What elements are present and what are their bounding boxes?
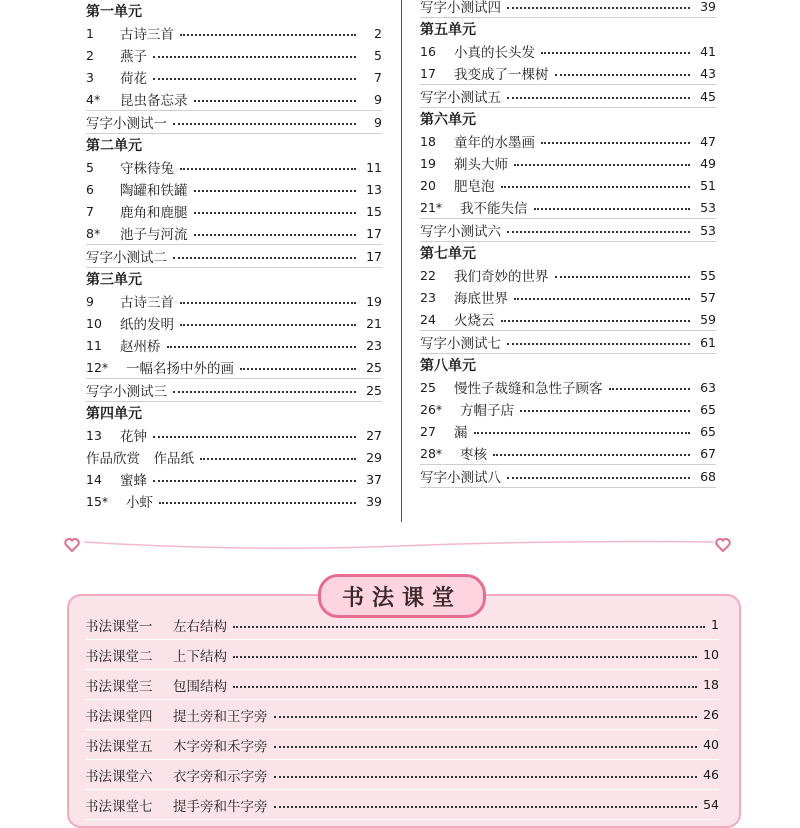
leader-dots bbox=[274, 746, 698, 748]
leader-dots bbox=[159, 502, 356, 504]
page-number: 68 bbox=[700, 468, 716, 484]
leader-dots bbox=[555, 74, 691, 76]
page-number: 54 bbox=[703, 797, 719, 812]
lesson-title: 剃头大师 bbox=[454, 157, 508, 173]
unit-title: 第四单元 bbox=[86, 406, 142, 422]
page-number: 5 bbox=[374, 47, 382, 63]
calligraphy-entry bbox=[85, 760, 719, 790]
unit-heading bbox=[420, 242, 716, 264]
unit-title: 第五单元 bbox=[420, 22, 476, 38]
leader-dots bbox=[180, 302, 356, 304]
toc-entry bbox=[86, 110, 382, 134]
page-number: 19 bbox=[366, 293, 382, 309]
page-number: 59 bbox=[700, 311, 716, 327]
calligraphy-topic: 左右结构 bbox=[173, 618, 227, 635]
lesson-number: 17 bbox=[420, 65, 436, 81]
heart-icon bbox=[715, 537, 731, 553]
leader-dots bbox=[501, 186, 691, 188]
test-title: 写字小测试二 bbox=[86, 250, 167, 266]
lesson-number: 21* bbox=[420, 199, 443, 215]
lesson-title: 作品欣赏 作品纸 bbox=[86, 451, 194, 467]
page-number: 45 bbox=[700, 88, 716, 104]
test-title: 写字小测试三 bbox=[86, 384, 167, 400]
leader-dots bbox=[514, 298, 690, 300]
leader-dots bbox=[200, 458, 356, 460]
leader-dots bbox=[173, 123, 356, 125]
leader-dots bbox=[507, 477, 690, 479]
lesson-title: 燕子 bbox=[120, 49, 147, 65]
calligraphy-entry bbox=[85, 700, 719, 730]
calligraphy-lesson: 书法课堂四 bbox=[85, 708, 153, 725]
toc-entry bbox=[86, 222, 382, 244]
lesson-number: 3 bbox=[86, 69, 94, 85]
lesson-number: 12* bbox=[86, 359, 109, 375]
page-number: 27 bbox=[366, 427, 382, 443]
leader-dots bbox=[173, 391, 356, 393]
toc-entry bbox=[86, 22, 382, 44]
lesson-number: 24 bbox=[420, 311, 436, 327]
leader-dots bbox=[233, 686, 697, 688]
toc-entry bbox=[420, 0, 716, 18]
page-number: 13 bbox=[366, 181, 382, 197]
test-title: 写字小测试六 bbox=[420, 224, 501, 240]
unit-heading bbox=[420, 18, 716, 40]
toc-entry bbox=[420, 174, 716, 196]
lesson-title: 方帽子店 bbox=[460, 403, 514, 419]
leader-dots bbox=[153, 480, 356, 482]
page-number: 26 bbox=[703, 707, 719, 722]
lesson-number: 25 bbox=[420, 379, 436, 395]
leader-dots bbox=[507, 97, 690, 99]
toc-entry bbox=[86, 88, 382, 110]
leader-dots bbox=[194, 100, 357, 102]
lesson-title: 漏 bbox=[454, 425, 468, 441]
page-number: 65 bbox=[700, 423, 716, 439]
calligraphy-entry bbox=[85, 730, 719, 760]
page-number: 39 bbox=[700, 0, 716, 14]
leader-dots bbox=[507, 343, 690, 345]
calligraphy-lesson: 书法课堂一 bbox=[85, 618, 153, 635]
lesson-number: 6 bbox=[86, 181, 94, 197]
calligraphy-list bbox=[85, 610, 719, 820]
toc-entry bbox=[86, 468, 382, 490]
page-number: 49 bbox=[700, 155, 716, 171]
toc-entry bbox=[86, 244, 382, 268]
leader-dots bbox=[274, 716, 698, 718]
calligraphy-topic: 衣字旁和示字旁 bbox=[173, 768, 268, 785]
unit-heading bbox=[86, 402, 382, 424]
lesson-number: 9 bbox=[86, 293, 94, 309]
toc-left-column bbox=[86, 0, 382, 512]
unit-heading bbox=[86, 134, 382, 156]
page-number: 41 bbox=[700, 43, 716, 59]
toc-entry bbox=[420, 330, 716, 354]
toc-entry bbox=[86, 334, 382, 356]
toc-entry bbox=[420, 398, 716, 420]
toc-entry bbox=[86, 446, 382, 468]
lesson-number: 8* bbox=[86, 225, 101, 241]
page-number: 17 bbox=[366, 248, 382, 264]
page-number: 23 bbox=[366, 337, 382, 353]
lesson-title: 池子与河流 bbox=[120, 227, 188, 243]
toc-entry bbox=[420, 376, 716, 398]
leader-dots bbox=[180, 168, 356, 170]
page-number: 37 bbox=[366, 471, 382, 487]
toc-entry bbox=[420, 84, 716, 108]
leader-dots bbox=[153, 436, 356, 438]
page-number: 61 bbox=[700, 334, 716, 350]
lesson-number: 19 bbox=[420, 155, 436, 171]
leader-dots bbox=[609, 388, 691, 390]
test-title: 写字小测试五 bbox=[420, 90, 501, 106]
page-number: 21 bbox=[366, 315, 382, 331]
leader-dots bbox=[520, 410, 690, 412]
lesson-title: 火烧云 bbox=[454, 313, 495, 329]
page-number: 29 bbox=[366, 449, 382, 465]
lesson-title: 小真的长头发 bbox=[454, 45, 535, 61]
lesson-number: 23 bbox=[420, 289, 436, 305]
unit-title: 第一单元 bbox=[86, 4, 142, 20]
calligraphy-lesson: 书法课堂七 bbox=[85, 798, 153, 815]
test-title: 写字小测试八 bbox=[420, 470, 501, 486]
leader-dots bbox=[194, 234, 357, 236]
toc-entry bbox=[86, 356, 382, 378]
toc-entry bbox=[86, 424, 382, 446]
lesson-title: 陶罐和铁罐 bbox=[120, 183, 188, 199]
toc-entry bbox=[86, 378, 382, 402]
lesson-number: 28* bbox=[420, 445, 443, 461]
lesson-title: 鹿角和鹿腿 bbox=[120, 205, 188, 221]
calligraphy-topic: 木字旁和禾字旁 bbox=[173, 738, 268, 755]
lesson-title: 我们奇妙的世界 bbox=[454, 269, 549, 285]
leader-dots bbox=[534, 208, 691, 210]
page-number: 39 bbox=[366, 493, 382, 509]
page-number: 1 bbox=[711, 617, 719, 632]
leader-dots bbox=[507, 231, 690, 233]
page-number: 53 bbox=[700, 199, 716, 215]
toc-entry bbox=[86, 312, 382, 334]
leader-dots bbox=[501, 320, 691, 322]
page-number: 40 bbox=[703, 737, 719, 752]
page-number: 55 bbox=[700, 267, 716, 283]
lesson-number: 15* bbox=[86, 493, 109, 509]
page-number: 51 bbox=[700, 177, 716, 193]
leader-dots bbox=[194, 212, 357, 214]
toc-right-column bbox=[420, 0, 716, 488]
lesson-number: 13 bbox=[86, 427, 102, 443]
leader-dots bbox=[274, 776, 698, 778]
toc-entry bbox=[420, 264, 716, 286]
page-number: 43 bbox=[700, 65, 716, 81]
column-divider bbox=[401, 0, 402, 522]
leader-dots bbox=[240, 368, 356, 370]
lesson-number: 10 bbox=[86, 315, 102, 331]
toc-entry bbox=[86, 200, 382, 222]
calligraphy-topic: 上下结构 bbox=[173, 648, 227, 665]
unit-heading bbox=[420, 354, 716, 376]
unit-title: 第三单元 bbox=[86, 272, 142, 288]
leader-dots bbox=[514, 164, 690, 166]
lesson-title: 纸的发明 bbox=[120, 317, 174, 333]
lesson-title: 花钟 bbox=[120, 429, 147, 445]
lesson-title: 肥皂泡 bbox=[454, 179, 495, 195]
page-number: 53 bbox=[700, 222, 716, 238]
toc-entry bbox=[420, 62, 716, 84]
leader-dots bbox=[233, 626, 705, 628]
lesson-title: 童年的水墨画 bbox=[454, 135, 535, 151]
lesson-title: 守株待兔 bbox=[120, 161, 174, 177]
calligraphy-lesson: 书法课堂三 bbox=[85, 678, 153, 695]
page-number: 9 bbox=[374, 114, 382, 130]
page-number: 57 bbox=[700, 289, 716, 305]
page-number: 18 bbox=[703, 677, 719, 692]
toc-entry bbox=[420, 464, 716, 488]
toc-entry bbox=[420, 308, 716, 330]
lesson-number: 26* bbox=[420, 401, 443, 417]
calligraphy-topic: 包围结构 bbox=[173, 678, 227, 695]
unit-heading bbox=[86, 268, 382, 290]
calligraphy-lesson: 书法课堂六 bbox=[85, 768, 153, 785]
page-number: 47 bbox=[700, 133, 716, 149]
lesson-number: 2 bbox=[86, 47, 94, 63]
calligraphy-heading: 书法课堂 bbox=[318, 574, 486, 618]
page-number: 10 bbox=[703, 647, 719, 662]
lesson-title: 慢性子裁缝和急性子顾客 bbox=[454, 381, 603, 397]
calligraphy-lesson: 书法课堂五 bbox=[85, 738, 153, 755]
unit-title: 第六单元 bbox=[420, 112, 476, 128]
lesson-title: 赵州桥 bbox=[120, 339, 161, 355]
calligraphy-entry bbox=[85, 640, 719, 670]
test-title: 写字小测试七 bbox=[420, 336, 501, 352]
leader-dots bbox=[153, 78, 356, 80]
page-number: 7 bbox=[374, 69, 382, 85]
unit-heading bbox=[420, 108, 716, 130]
page-number: 2 bbox=[374, 25, 382, 41]
toc-entry bbox=[86, 178, 382, 200]
lesson-title: 荷花 bbox=[120, 71, 147, 87]
page-number: 15 bbox=[366, 203, 382, 219]
lesson-number: 7 bbox=[86, 203, 94, 219]
leader-dots bbox=[555, 276, 691, 278]
leader-dots bbox=[507, 7, 690, 9]
lesson-title: 古诗三首 bbox=[120, 295, 174, 311]
unit-title: 第八单元 bbox=[420, 358, 476, 374]
lesson-title: 小虾 bbox=[126, 495, 153, 511]
lesson-title: 昆虫备忘录 bbox=[120, 93, 188, 109]
leader-dots bbox=[194, 190, 357, 192]
test-title: 写字小测试一 bbox=[86, 116, 167, 132]
page-number: 63 bbox=[700, 379, 716, 395]
page-number: 11 bbox=[366, 159, 382, 175]
leader-dots bbox=[180, 324, 356, 326]
unit-title: 第七单元 bbox=[420, 246, 476, 262]
lesson-title: 枣核 bbox=[460, 447, 487, 463]
lesson-number: 16 bbox=[420, 43, 436, 59]
lesson-number: 18 bbox=[420, 133, 436, 149]
leader-dots bbox=[180, 34, 356, 36]
lesson-number: 5 bbox=[86, 159, 94, 175]
leader-dots bbox=[274, 806, 698, 808]
page-number: 17 bbox=[366, 225, 382, 241]
toc-entry bbox=[420, 152, 716, 174]
toc-entry bbox=[86, 66, 382, 88]
toc-entry bbox=[420, 218, 716, 242]
leader-dots bbox=[153, 56, 356, 58]
leader-dots bbox=[541, 142, 690, 144]
lesson-title: 海底世界 bbox=[454, 291, 508, 307]
lesson-number: 4* bbox=[86, 91, 101, 107]
leader-dots bbox=[167, 346, 357, 348]
page-number: 46 bbox=[703, 767, 719, 782]
toc-entry bbox=[86, 156, 382, 178]
heart-icon bbox=[64, 537, 80, 553]
page-number: 65 bbox=[700, 401, 716, 417]
unit-heading bbox=[86, 0, 382, 22]
lesson-number: 14 bbox=[86, 471, 102, 487]
toc-entry bbox=[86, 44, 382, 66]
toc-entry bbox=[420, 40, 716, 62]
leader-dots bbox=[541, 52, 690, 54]
lesson-number: 1 bbox=[86, 25, 94, 41]
lesson-number: 27 bbox=[420, 423, 436, 439]
toc-entry bbox=[86, 290, 382, 312]
lesson-number: 20 bbox=[420, 177, 436, 193]
lesson-title: 一幅名扬中外的画 bbox=[126, 361, 234, 377]
calligraphy-entry bbox=[85, 610, 719, 640]
calligraphy-lesson: 书法课堂二 bbox=[85, 648, 153, 665]
lesson-title: 古诗三首 bbox=[120, 27, 174, 43]
calligraphy-entry bbox=[85, 670, 719, 700]
toc-entry bbox=[420, 196, 716, 218]
leader-dots bbox=[173, 257, 356, 259]
leader-dots bbox=[233, 656, 697, 658]
lesson-title: 我变成了一棵树 bbox=[454, 67, 549, 83]
toc-entry bbox=[420, 286, 716, 308]
page-number: 67 bbox=[700, 445, 716, 461]
leader-dots bbox=[493, 454, 690, 456]
toc-entry bbox=[420, 420, 716, 442]
unit-title: 第二单元 bbox=[86, 138, 142, 154]
lesson-title: 我不能失信 bbox=[460, 201, 528, 217]
page-number: 25 bbox=[366, 382, 382, 398]
toc-entry bbox=[420, 130, 716, 152]
page-number: 9 bbox=[374, 91, 382, 107]
lesson-title: 蜜蜂 bbox=[120, 473, 147, 489]
toc-entry bbox=[420, 442, 716, 464]
calligraphy-entry bbox=[85, 790, 719, 820]
page-number: 25 bbox=[366, 359, 382, 375]
toc-entry bbox=[86, 490, 382, 512]
leader-dots bbox=[474, 432, 691, 434]
test-title: 写字小测试四 bbox=[420, 0, 501, 16]
calligraphy-topic: 提手旁和牛字旁 bbox=[173, 798, 268, 815]
decorative-divider-curve bbox=[84, 526, 714, 566]
lesson-number: 22 bbox=[420, 267, 436, 283]
calligraphy-topic: 提土旁和王字旁 bbox=[173, 708, 268, 725]
lesson-number: 11 bbox=[86, 337, 102, 353]
